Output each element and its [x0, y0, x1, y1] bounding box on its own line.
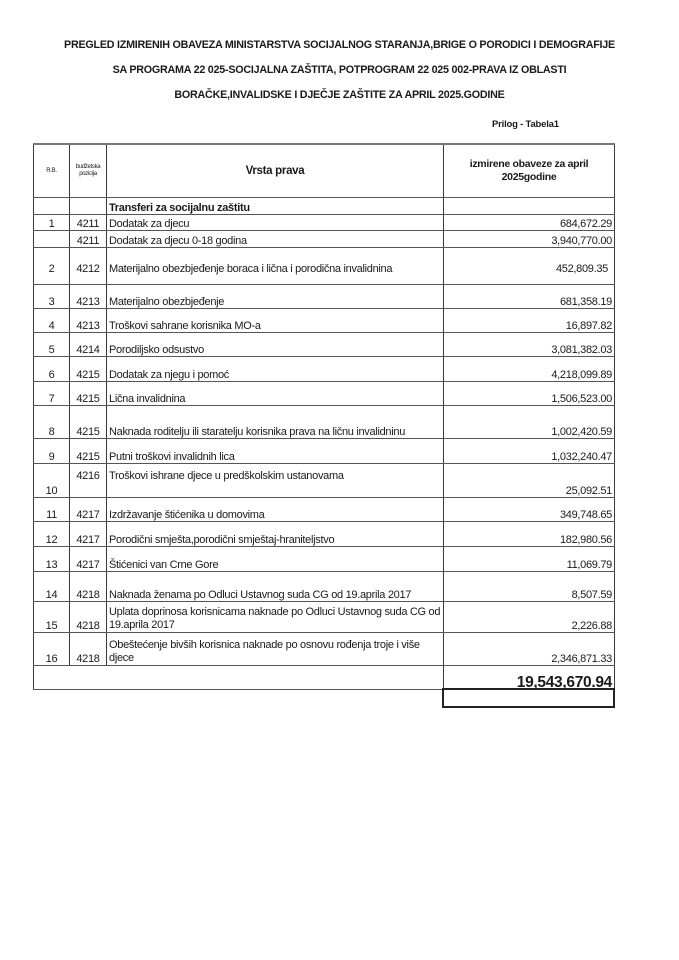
table-row	[34, 632, 615, 665]
row-position: 4213	[70, 284, 107, 308]
row-rb: 6	[34, 356, 70, 381]
row-position: 4216	[70, 463, 107, 497]
document-title-line-3: BORAČKE,INVALIDSKE I DJEČJE ZAŠTITE ZA APRIL 2025.GODINE	[174, 89, 505, 101]
row-name: Naknada ženama po Odluci Ustavnog suda CG od 19.aprila 2017	[107, 571, 444, 601]
table-row	[34, 230, 615, 247]
table-header-row	[34, 144, 615, 197]
row-rb: 7	[34, 381, 70, 405]
header-amount: izmirene obaveze za april 2025godine	[444, 144, 615, 197]
row-name: Troškovi sahrane korisnika MO-a	[107, 308, 444, 332]
row-rb: 14	[34, 571, 70, 601]
row-position: 4218	[70, 632, 107, 665]
row-name: Obeštećenje bivših korisnica naknade po osnovu rođenja troje i više djece	[107, 632, 444, 665]
table-row	[34, 332, 615, 356]
row-position: 4211	[70, 214, 107, 230]
empty-summary-box	[442, 688, 615, 708]
row-name: Dodatak za djecu	[107, 214, 444, 230]
row-amount: 3,081,382.03	[444, 332, 615, 356]
attachment-label: Prilog - Tabela1	[492, 119, 559, 130]
row-position: 4212	[70, 247, 107, 284]
row-amount: 2,346,871.33	[444, 632, 615, 665]
table-row	[34, 284, 615, 308]
total-amount: 19,543,670.94	[444, 665, 615, 689]
document-title-line-1: PREGLED IZMIRENIH OBAVEZA MINISTARSTVA SOCIJALNOG STARANJA,BRIGE O PORODICI I DEMOGRAFIJE	[64, 39, 615, 51]
row-name: Porodični smješta,porodični smještaj-hraniteljstvo	[107, 521, 444, 546]
row-position: 4215	[70, 405, 107, 438]
row-amount: 1,032,240.47	[444, 438, 615, 463]
row-rb: 10	[34, 463, 70, 497]
row-rb: 11	[34, 497, 70, 521]
row-name: Uplata doprinosa korisnicama naknade po Odluci Ustavnog suda CG od 19.aprila 2017	[107, 601, 444, 632]
row-position: 4218	[70, 601, 107, 632]
row-position: 4213	[70, 308, 107, 332]
row-position: 4217	[70, 521, 107, 546]
row-amount: 2,226.88	[444, 601, 615, 632]
row-rb: 12	[34, 521, 70, 546]
row-position: 4215	[70, 381, 107, 405]
table-row	[34, 497, 615, 521]
row-position: 4214	[70, 332, 107, 356]
header-rb: R.B.	[34, 144, 70, 197]
row-position: 4215	[70, 356, 107, 381]
row-rb: 16	[34, 632, 70, 665]
row-name: Materijalno obezbjeđenje	[107, 284, 444, 308]
document-title-line-2: SA PROGRAMA 22 025-SOCIJALNA ZAŠTITA, POTPROGRAM 22 025 002-PRAVA IZ OBLASTI	[112, 64, 567, 76]
table-row	[34, 214, 615, 230]
row-name: Putni troškovi invalidnih lica	[107, 438, 444, 463]
row-name: Porodiljsko odsustvo	[107, 332, 444, 356]
row-position: 4211	[70, 230, 107, 247]
row-name: Dodatak za djecu 0-18 godina	[107, 230, 444, 247]
table-row	[34, 601, 615, 632]
row-name: Naknada roditelju ili staratelju korisnika prava na ličnu invalidninu	[107, 405, 444, 438]
row-amount: 681,358.19	[444, 284, 615, 308]
table-row	[34, 571, 615, 601]
row-rb: 8	[34, 405, 70, 438]
obligations-table	[33, 143, 615, 690]
table-row	[34, 463, 615, 497]
table-row	[34, 521, 615, 546]
row-rb: 13	[34, 546, 70, 571]
total-row	[34, 665, 615, 689]
row-amount: 8,507.59	[444, 571, 615, 601]
table-row	[34, 546, 615, 571]
header-type: Vrsta prava	[107, 144, 444, 197]
section-label: Transferi za socijalnu zaštitu	[107, 197, 444, 214]
row-name: Materijalno obezbjeđenje boraca i lična i porodična invalidnina	[107, 247, 444, 284]
row-amount: 349,748.65	[444, 497, 615, 521]
row-amount: 16,897.82	[444, 308, 615, 332]
row-rb	[34, 230, 70, 247]
row-rb: 9	[34, 438, 70, 463]
row-position: 4217	[70, 497, 107, 521]
row-rb: 3	[34, 284, 70, 308]
row-rb: 1	[34, 214, 70, 230]
row-name: Izdržavanje štićenika u domovima	[107, 497, 444, 521]
header-budget-position: budžetska pozicija	[70, 144, 107, 197]
row-name: Troškovi ishrane djece u predškolskim ustanovama	[107, 463, 444, 497]
row-amount: 684,672.29	[444, 214, 615, 230]
row-rb: 4	[34, 308, 70, 332]
table-row	[34, 438, 615, 463]
row-amount: 1,002,420.59	[444, 405, 615, 438]
row-position: 4217	[70, 546, 107, 571]
row-amount: 3,940,770.00	[444, 230, 615, 247]
row-amount: 11,069.79	[444, 546, 615, 571]
row-amount: 1,506,523.00	[444, 381, 615, 405]
row-position: 4215	[70, 438, 107, 463]
table-row	[34, 405, 615, 438]
row-name: Dodatak za njegu i pomoć	[107, 356, 444, 381]
row-amount: 25,092.51	[444, 463, 615, 497]
section-row	[34, 197, 615, 214]
row-amount: 452,809.35	[444, 247, 615, 284]
row-rb: 2	[34, 247, 70, 284]
table-row	[34, 356, 615, 381]
table-row	[34, 381, 615, 405]
row-rb: 5	[34, 332, 70, 356]
row-name: Štićenici van Crne Gore	[107, 546, 444, 571]
row-position: 4218	[70, 571, 107, 601]
row-amount: 4,218,099.89	[444, 356, 615, 381]
row-rb: 15	[34, 601, 70, 632]
row-amount: 182,980.56	[444, 521, 615, 546]
table-row	[34, 247, 615, 284]
table-row	[34, 308, 615, 332]
row-name: Lična invalidnina	[107, 381, 444, 405]
